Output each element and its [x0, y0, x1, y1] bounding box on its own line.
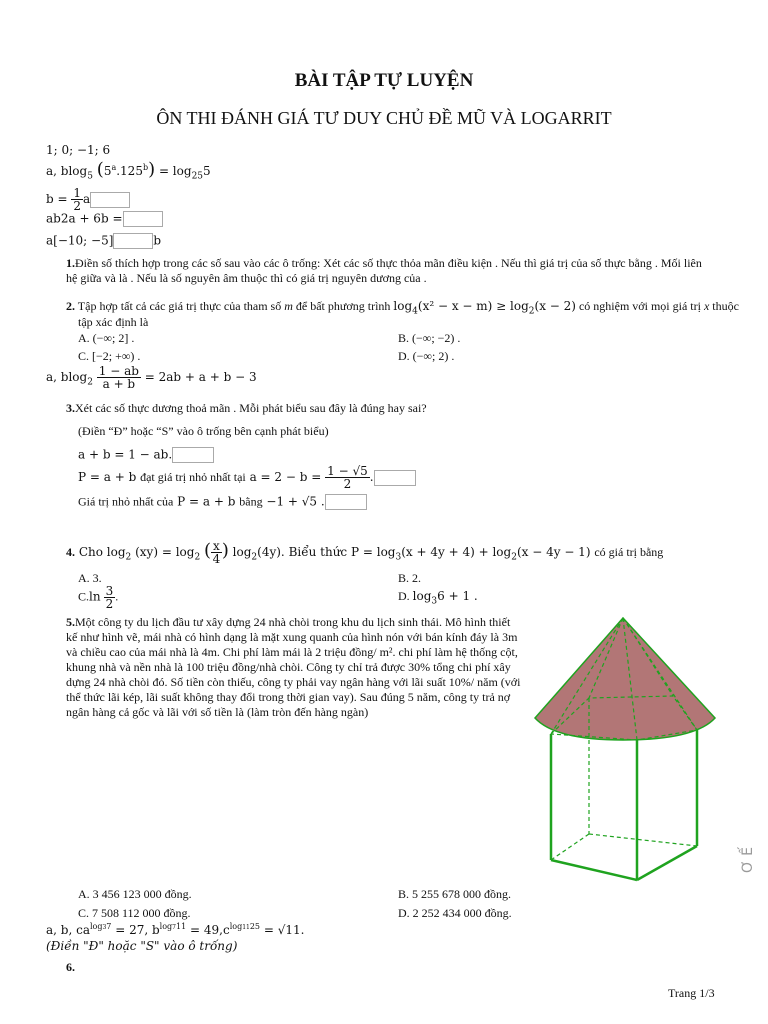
ab-line: ab2a + 6b = [46, 211, 163, 227]
q3-statement-1: a + b = 1 − ab. [78, 447, 214, 463]
q5-option-b[interactable]: B. 5 255 678 000 đồng. [398, 887, 512, 901]
q5-option-a[interactable]: A. 3 456 123 000 đồng. [78, 887, 192, 901]
q2-option-b[interactable]: B. (−∞; −2) . [398, 331, 461, 345]
roof-cone [535, 618, 715, 740]
q4-option-b[interactable]: B. 2. [398, 571, 422, 585]
question-4: 4. Cho $\log_2 (xy) = \log_2$ ( $\frac{x}{4}$ ) $\log_2(4y)$. Biểu thức $P = \log_3(x + 4y + 4) + \log_2(x - 4y - 1)$ có giá trị bằng [66, 539, 664, 566]
q3-instruction: (Điền “Đ” hoặc “S” vào ô trống bên cạnh phát biểu) [78, 424, 329, 438]
side-watermark: Ơ Ế [740, 846, 757, 874]
answer-box[interactable] [123, 211, 163, 227]
equation-line: a, blog$_5$ $(5^a.125^b) = \log_{25}5$ [46, 159, 211, 182]
question-3: 3.Xét các số thực dương thoả mãn . Mỗi phát biểu sau đây là đúng hay sai? [66, 401, 427, 415]
q3-statement-2: P = a + b đạt giá trị nhỏ nhất tại a = 2 − b = $\frac{1 - √5}{2}$ . [78, 465, 416, 490]
question-2: 2. Tập hợp tất cả các giá trị thực của tham số m để bất phương trình $\log_4(x^2 - x - m) \ge \log_2(x - 2)$ có nghiệm với mọi giá trị x thuộc [66, 299, 739, 317]
answer-box[interactable] [113, 233, 153, 249]
q2-option-d[interactable]: D. (−∞; 2) . [398, 349, 455, 363]
document-title: BÀI TẬP TỰ LUYỆN [294, 70, 474, 91]
answers-line: 1; 0; −1; 6 [46, 143, 111, 157]
tail-equation: a, b, $ca^{log37} = 27$, $b^{log711} = 49,c^{log1125} = √11$. [46, 922, 305, 937]
q3-statement-3: Giá trị nhỏ nhất của P = a + b bằng −1 + √5 . [78, 494, 367, 510]
answer-box[interactable] [90, 192, 130, 208]
answer-box[interactable] [374, 470, 416, 486]
q5-option-c[interactable]: C. 7 508 112 000 đồng. [78, 906, 191, 920]
hut-figure [525, 610, 720, 885]
answer-box[interactable] [325, 494, 367, 510]
q2-option-a[interactable]: A. (−∞; 2] . [78, 331, 135, 345]
answer-box[interactable] [172, 447, 214, 463]
b-equation: b = $\frac{1}{2}$ a [46, 187, 130, 212]
question-5: 5.Một công ty du lịch đầu tư xây dựng 24 nhà chòi trong khu du lịch sinh thái. Mô hình thiết kế như hình vẽ, mái nhà có hình dạng là mặt xung quanh của hình nón với bán kính đáy là 3m và chiều cao của mái nhà là 4m. Chi phí làm mái là 2 triệu đồng/ m². chi phí làm hệ thống cột, khung nhà và nền nhà là 100 triệu đồng/nhà chòi. Công ty chỉ trả được 30% tổng chi phí xây dựng 24 nhà chòi đó. Số tiền còn thiếu, công ty phải vay ngân hàng với lãi suất 10%/ năm (với thể thức lãi kép, lãi suất không thay đổi trong thời gian vay). Sau đúng 5 năm, công ty trả nợ ngân hàng cả gốc và lãi với số tiền là (làm tròn đến hàng ngàn) [66, 615, 521, 719]
tail-instruction: (Điền "Đ" hoặc "S" vào ô trống) [46, 939, 238, 953]
page-number: Trang 1/3 [668, 986, 715, 1000]
q4-option-d[interactable]: D. $\log_36 + 1$ . [398, 589, 478, 607]
q4-option-c[interactable]: C.ln $\frac{3}{2}$ . [78, 584, 119, 611]
question-1: 1.Điền số thích hợp trong các số sau vào các ô trống: Xét các số thực thỏa mãn điều kiện . Nếu thì giá trị của số thực bằng . Mối liên hệ giữa và là . Nếu là số nguyên âm thuộc thì có giá trị nguyên dương của . [66, 256, 702, 285]
q2-option-c[interactable]: C. [−2; +∞) . [78, 349, 141, 363]
a-range-line: a[−10; −5] b [46, 233, 162, 248]
q5-option-d[interactable]: D. 2 252 434 000 đồng. [398, 906, 512, 920]
q4-option-a[interactable]: A. 3. [78, 571, 102, 585]
question-6-number: 6. [66, 960, 75, 974]
question-2-line2: tập xác định là [78, 315, 149, 329]
mid-equation: a, blog$_2$ $\frac{1 - ab}{a + b}$ = 2ab + a + b − 3 [46, 364, 257, 391]
document-subtitle: ÔN THI ĐÁNH GIÁ TƯ DUY CHỦ ĐỀ MŨ VÀ LOGARRIT [156, 108, 612, 128]
pillars [551, 730, 697, 880]
